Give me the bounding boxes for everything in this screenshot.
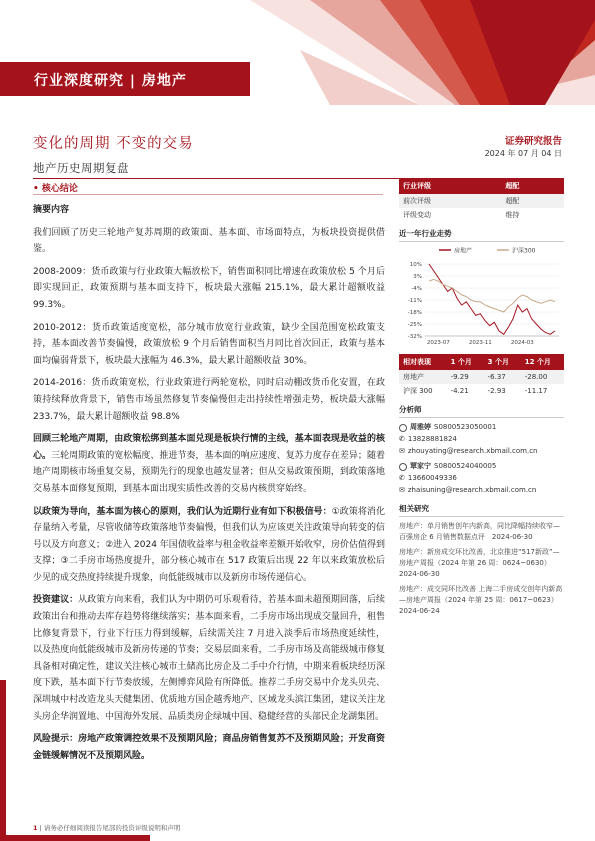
- rating-cell: 维持: [505, 211, 520, 219]
- analyst-cert: S0800524040005: [434, 462, 497, 471]
- corner-decoration: [0, 835, 150, 841]
- y-tick-label: 10%: [409, 262, 422, 268]
- analysts-heading: 分析师: [399, 404, 564, 418]
- analyst-email-row[interactable]: [399, 446, 564, 458]
- analyst-phone: 13660049336: [407, 474, 457, 483]
- header-banner: [0, 0, 595, 105]
- analyst-name: 覃家宁: [410, 462, 431, 471]
- perf-cell: -9.29: [447, 370, 484, 384]
- analyst-card: [399, 422, 564, 457]
- report-subtitle: 地产历史周期复盘: [33, 161, 129, 175]
- report-category: 行业深度研究 | 房地产: [34, 73, 187, 89]
- analyst-phone-row: [399, 434, 564, 446]
- analyst-phone-row: [399, 473, 564, 485]
- page-number: 1: [33, 824, 38, 832]
- y-tick-label: 3%: [413, 274, 422, 280]
- y-tick-label: -11%: [407, 298, 422, 304]
- cycle-2010-paragraph: 2010-2012：货币政策适度宽松，部分城市放宽行业政策，缺少全国范围宽松政策支持，基本面改善节奏偏慢，政策放松 9 个月后销售面积当月同比首次回正，政策与基本面均偏弱背景下，板块最大涨幅为 46.3%，最大累计超额收益 30%。: [33, 322, 385, 366]
- corner-decoration: [0, 680, 6, 841]
- email-icon: ✉: [399, 485, 405, 494]
- legend-label: 房地产: [454, 247, 473, 255]
- rating-cell: 超配: [501, 194, 564, 208]
- series-line: [429, 279, 555, 312]
- trend-chart: [399, 242, 564, 350]
- key-points-divider: [33, 194, 383, 195]
- chart-title: 近一年行业走势: [399, 228, 564, 242]
- analyst-phone: 13828881824: [407, 434, 457, 443]
- legend-label: 沪深300: [512, 247, 536, 255]
- key-points-label: • 核心结论: [33, 184, 78, 194]
- analyst-cert: S0800523050001: [434, 423, 497, 431]
- person-icon: [399, 463, 407, 471]
- person-icon: [399, 424, 407, 432]
- report-date: 2024 年 07 月 04 日: [484, 149, 562, 158]
- analyst-email-row[interactable]: [399, 485, 564, 497]
- related-item[interactable]: 房地产：新房成交环比改善，北京推进“517新政”—房地产周报（2024 年第 26 周：0624~0630） 2024-06-30: [399, 547, 560, 578]
- report-type: 证券研究报告: [504, 136, 562, 147]
- sidebar: [399, 178, 564, 621]
- cycle-2008-paragraph: 2008-2009：货币政策与行业政策大幅放松下，销售面积同比增速在政策放松 5 个月后即实现回正，政策预期与基本面支持下，板块最大涨幅 215.1%，最大累计超额收益 99.3%。: [33, 266, 385, 310]
- rating-header-label: 行业评级: [399, 178, 501, 194]
- perf-cell: -28.00: [521, 370, 564, 384]
- perf-cell: 房地产: [399, 370, 447, 384]
- y-tick-label: -18%: [407, 310, 422, 316]
- x-tick-label: 2023-07: [426, 340, 450, 346]
- x-tick-label: 2024-03: [510, 340, 534, 346]
- review-paragraph: 回顾三轮地产周期，由政策松绑到基本面兑现是板块行情的主线，基本面表现是收益的核心。三轮周期政策的宽松幅度、推进节奏，基本面的响应速度、复苏力度存在差异；随着地产周期核市场重复交易，预期先行的现象也越发显著；但从交易政策预期，到政策落地交易基本面修复预期，到基本面出现实质性改善的交易内核贯穿始终。: [33, 434, 385, 494]
- investment-paragraph: 投资建议：从政策方向来看，我们认为中期仍可乐观看待，若基本面未超预期回落，后续政策出台和推动去库存趋势将继续落实；基本面来看，二手房市场出现成交量回升，租售比修复背景下，行业下行压力得到缓解，后续需关注 7 月进入淡季后市场热度延续性，以及热度向低能级城市及新房传递的节奏；交易层面来看，二手房市场及高能级城市修复具备相对确定性，建议关注核心城市土储高比房企及二手中介行情，中期来看板块经历深度下跌，基本面下行节奏放缓，左侧博弈风险有所降低。推荐二手房交易中介龙头贝壳、深圳城中村改造龙头天健集团、优质地方国企越秀地产、区域龙头滨江集团，建议关注龙头房企华润置地、中国海外发展、品质类房企绿城中国、稳健经营的头部民企龙湖集团。: [33, 595, 385, 722]
- analyst-card: [399, 461, 564, 496]
- phone-icon: ✆: [399, 474, 405, 483]
- rating-table: [399, 178, 564, 222]
- perf-header: 3 个月: [484, 354, 521, 370]
- y-tick-label: -25%: [407, 322, 422, 328]
- footer: 1 | 请务必仔细阅读报告尾部的投资评级说明和声明: [33, 824, 181, 832]
- perf-cell: 沪深 300: [403, 387, 433, 395]
- analyst-name: 周雅婷: [410, 423, 431, 431]
- perf-cell: -6.37: [484, 370, 521, 384]
- report-title: 变化的周期 不变的交易: [33, 136, 194, 152]
- email-icon: ✉: [399, 446, 405, 455]
- related-heading: 相关研究: [399, 503, 564, 517]
- related-item[interactable]: 房地产：成交同环比改善 上海二手房成交创年内新高—房地产周报（2024 年第 25 周：0617~0623） 2024-06-24: [399, 584, 563, 615]
- summary-column: [33, 202, 385, 770]
- summary-paragraph: 我们回顾了历史三轮地产复苏周期的政策面、基本面、市场面特点，为板块投资提供借鉴。: [33, 227, 385, 255]
- rating-header-value: 超配: [501, 178, 564, 194]
- x-tick-label: 2023-11: [468, 340, 492, 346]
- rating-cell: 评级变动: [403, 211, 431, 219]
- perf-cell: -11.17: [524, 387, 548, 395]
- analyst-email[interactable]: zhaisuning@research.xbmail.com.cn: [407, 485, 537, 494]
- y-tick-label: -32%: [407, 334, 422, 340]
- risk-paragraph: 风险提示：房地产政策调控效果不及预期风险；商品房销售复苏不及预期风险；开发商资金链缓解情况不及预期风险。: [33, 734, 385, 761]
- analyst-name-row: [399, 461, 564, 473]
- performance-table: [399, 354, 564, 398]
- analyst-email[interactable]: zhouyating@research.xbmail.com.cn: [407, 446, 538, 455]
- perf-header: 相对表现: [399, 354, 447, 370]
- related-item[interactable]: 房地产：单月销售创年内新高，同比降幅持续收窄—百强房企 6 月销售数据点评 2024-06-30: [399, 521, 560, 541]
- perf-header: 12 个月: [521, 354, 564, 370]
- y-tick-label: -4%: [411, 286, 422, 292]
- analyst-name-row: [399, 422, 564, 434]
- perf-cell: -4.21: [450, 387, 469, 395]
- summary-heading: 摘要内容: [33, 205, 70, 215]
- signals-paragraph: 以政策为导向，基本面为核心的原则，我们认为近期行业有如下积极信号：①政策将消化存量纳入考量，尽管收储等政策落地节奏偏慢，但我们认为应该更关注政策导向转变的信号以及方向意义；②进入 2024 年国债收益率与租金收益率差额开始收窄，房价估值得到支撑；③二手房市场热度提升，部分核心城市在 517 政策后出现 22 年以来政策放松后少见的成交热度持续提升现象，向低能级城市以及新房市场传递信心。: [33, 506, 385, 583]
- related-list: [399, 521, 564, 617]
- rating-cell: 前次评级: [399, 194, 501, 208]
- perf-header: 1 个月: [447, 354, 484, 370]
- phone-icon: ✆: [399, 434, 405, 443]
- cycle-2014-paragraph: 2014-2016：货币政策宽松，行业政策进行两轮宽松，同时启动棚改货币化安置，在政策持续释放背景下，销售市场虽然修复节奏偏慢但走出持续性增强走势，板块最大涨幅 233.7%，最大累计超额收益 98.8%: [33, 378, 385, 422]
- footer-disclaimer: 请务必仔细阅读报告尾部的投资评级说明和声明: [43, 824, 181, 832]
- perf-cell: -2.93: [487, 387, 506, 395]
